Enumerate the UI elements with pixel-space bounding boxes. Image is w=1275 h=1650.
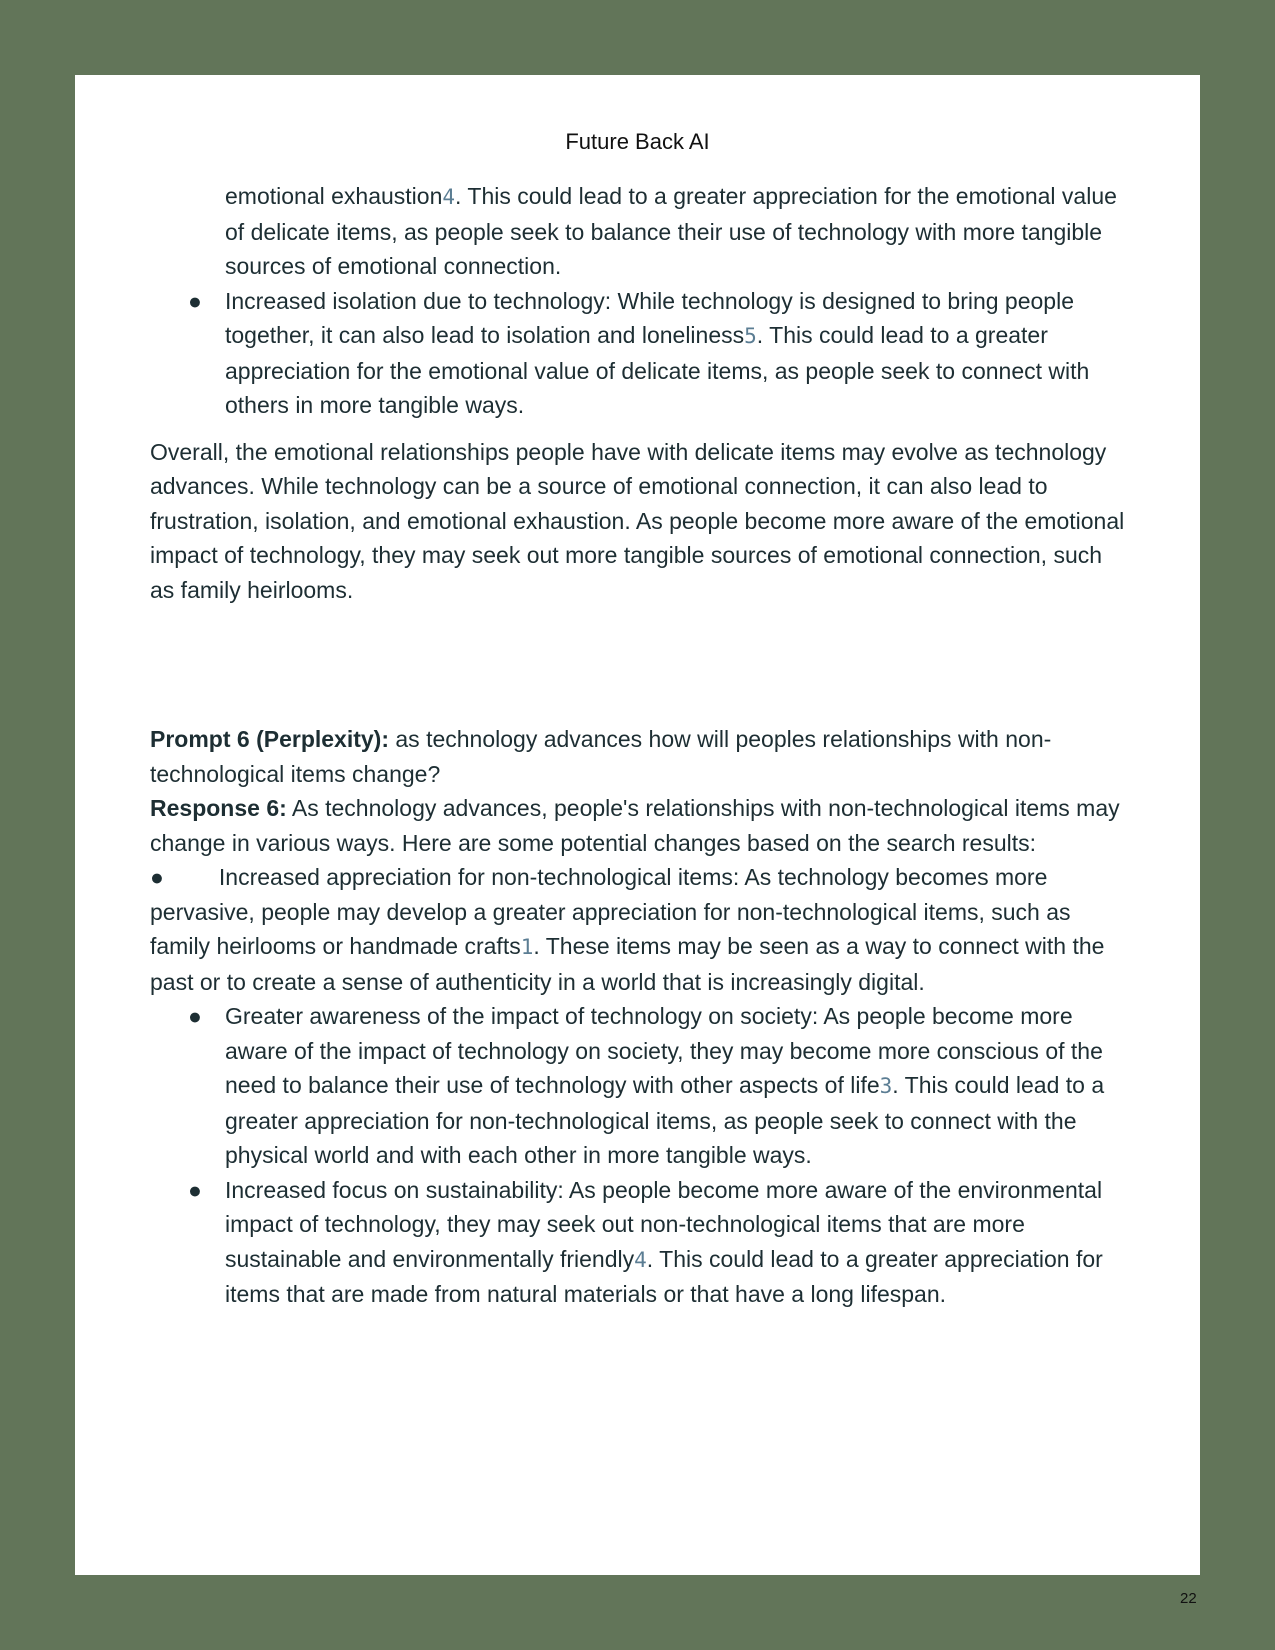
- page-content: [150, 179, 1130, 1312]
- bullet-icon: ●: [188, 1003, 202, 1029]
- citation-link[interactable]: 4: [442, 185, 456, 209]
- list-item-inline: ● Increased appreciation for non-technological items: As technology becomes more pervasive, people may develop a greater appreciation for non-technological items, such as family heirlooms or handmade crafts1. These items may be seen as a way to connect with the past or to create a sense of authenticity in a world that is increasingly digital.: [150, 864, 1105, 995]
- bullet-icon: ●: [150, 864, 164, 890]
- bullet-icon: ●: [188, 1176, 202, 1203]
- list-item: ● Greater awareness of the impact of technology on society: As people become more aware of the impact of technology on society, they may become more conscious of the need to balance their use of technology with other aspects of life3. This could lead to a greater appreciation for non-technological items, as people seek to connect with the physical world and with each other in more tangible ways.: [150, 999, 1130, 1173]
- page-header: Future Back AI: [565, 129, 710, 154]
- bullet-icon: ●: [188, 287, 202, 314]
- list-item: ● Increased isolation due to technology: While technology is designed to bring people together, it can also lead to isolation and loneliness5. This could lead to a greater appreciation for the emotional value of delicate items, as people seek to connect with others in more tangible ways.: [150, 284, 1130, 423]
- document-page: [75, 75, 1200, 1575]
- overall-paragraph: Overall, the emotional relationships people have with delicate items may evolve as technology advances. While technology can be a source of emotional connection, it can also lead to frustration, isolation, and emotional exhaustion. As people become more aware of the emotional impact of technology, they may seek out more tangible sources of emotional connection, such as family heirlooms.: [150, 438, 1125, 603]
- list-item: ● Increased focus on sustainability: As people become more aware of the environmental impact of technology, they may seek out non-technological items that are more sustainable and environmentally friendly4. This could lead to a greater appreciation for items that are made from natural materials or that have a long lifespan.: [150, 1173, 1130, 1312]
- response-label: Response 6:: [150, 795, 287, 821]
- spacer: [150, 607, 1130, 722]
- page-number: 22: [1180, 1590, 1197, 1607]
- citation-link[interactable]: 5: [744, 324, 757, 348]
- citation-link[interactable]: 4: [634, 1247, 647, 1272]
- citation-link[interactable]: 3: [879, 1074, 893, 1098]
- citation-link[interactable]: 1: [520, 935, 534, 959]
- prompt-6: Prompt 6 (Perplexity): as technology advances how will peoples relationships with non-technological items change?: [150, 726, 1052, 787]
- prompt-label: Prompt 6 (Perplexity):: [150, 726, 389, 752]
- list-item-continuation: emotional exhaustion4. This could lead to a greater appreciation for the emotional value of delicate items, as people seek to balance their use of technology with more tangible sources of emotional connection.: [225, 183, 1117, 279]
- response-6: Response 6: As technology advances, people's relationships with non-technological items may change in various ways. Here are some potential changes based on the search results:: [150, 795, 1120, 856]
